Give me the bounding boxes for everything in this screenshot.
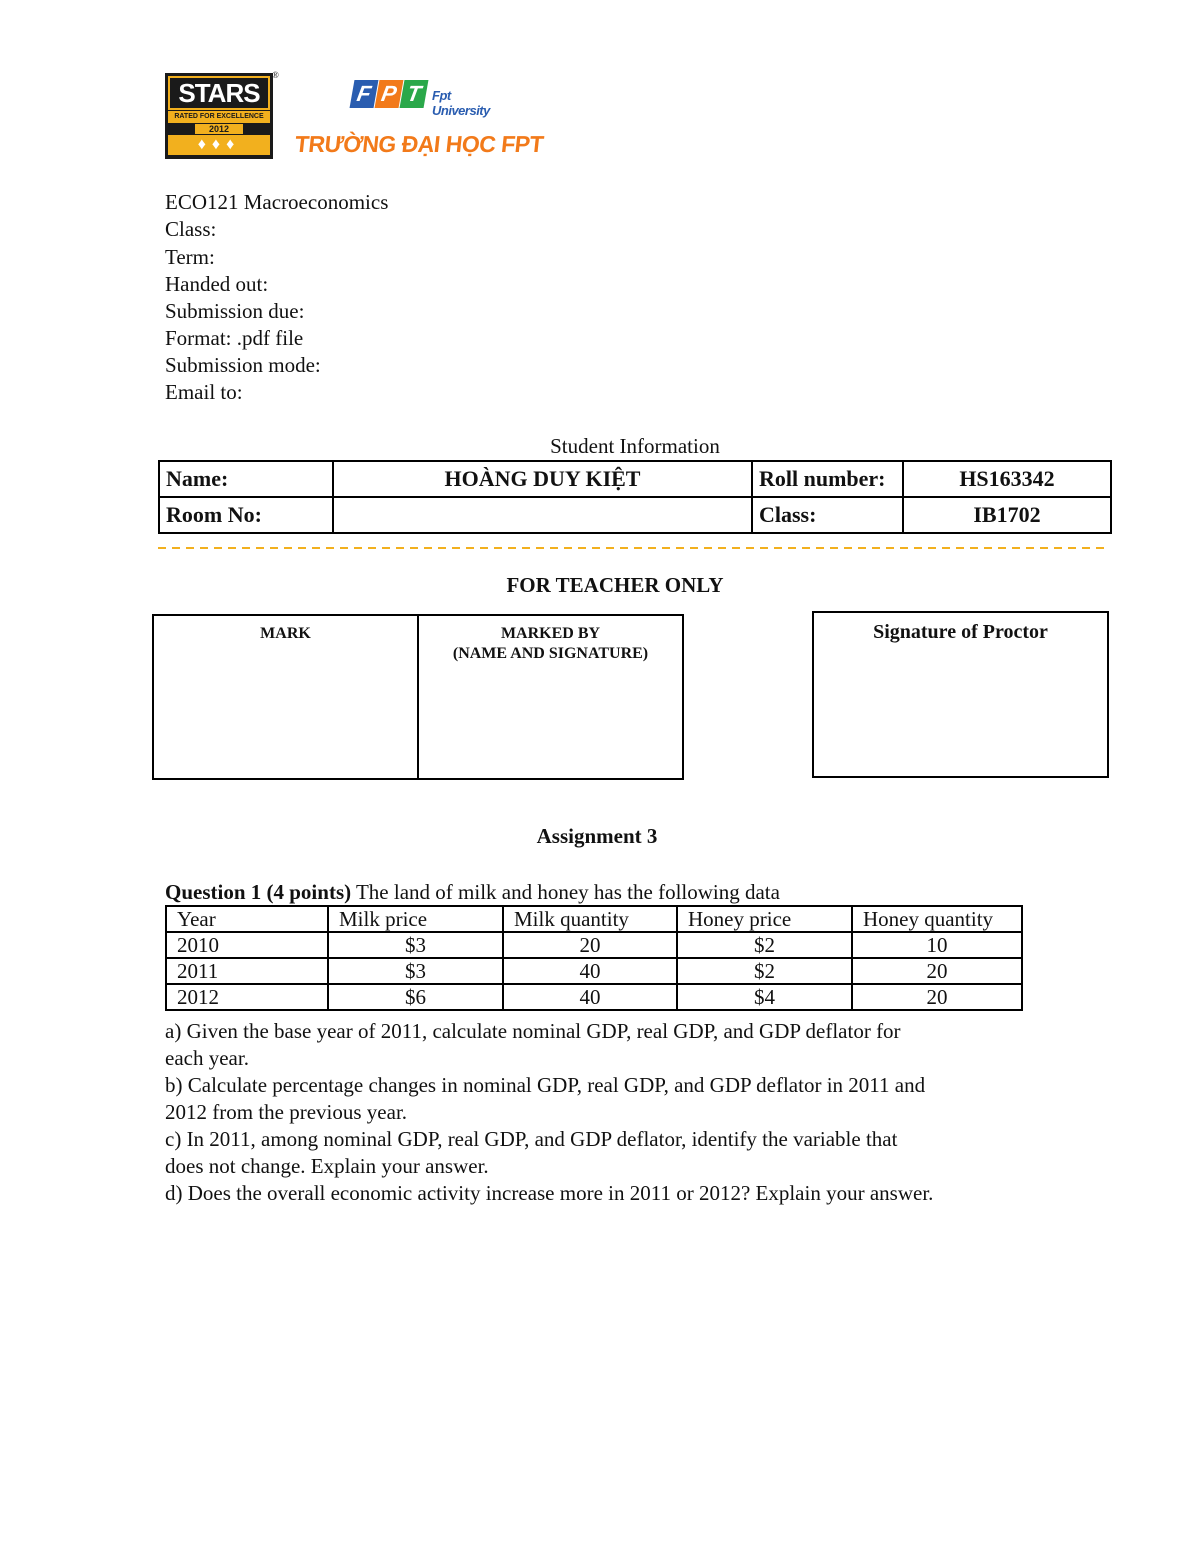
fpt-university-text: Fpt University <box>432 88 490 118</box>
proctor-signature-box <box>812 611 1109 778</box>
question-line: d) Does the overall economic activity increase more in 2011 or 2012? Explain your answer. <box>165 1181 934 1205</box>
room-value <box>333 497 752 533</box>
table-row <box>166 958 1022 984</box>
fpt-letter-t: T <box>400 80 429 108</box>
question-1-text: The land of milk and honey has the following data <box>351 880 780 904</box>
table-cell: 20 <box>852 984 1022 1010</box>
assignment-title: Assignment 3 <box>536 824 658 848</box>
stars-logo-year: 2012 <box>195 124 243 134</box>
question-line: c) In 2011, among nominal GDP, real GDP, and GDP deflator, identify the variable that <box>165 1127 898 1151</box>
table-cell: $3 <box>328 958 503 984</box>
table-cell: 20 <box>503 932 677 958</box>
teacher-only-title: FOR TEACHER ONLY <box>506 573 724 597</box>
proctor-signature-label: Signature of Proctor <box>873 621 1048 643</box>
table-cell: 20 <box>852 958 1022 984</box>
email-to-line: Email to: <box>165 380 243 404</box>
name-signature-label: (NAME AND SIGNATURE) <box>452 645 649 662</box>
roll-number-label: Roll number: <box>752 461 903 497</box>
mark-table <box>152 614 684 780</box>
table-cell: 10 <box>852 932 1022 958</box>
header-cell: Milk quantity <box>503 906 677 932</box>
table-row <box>166 932 1022 958</box>
stars-logo-tagline: RATED FOR EXCELLENCE <box>168 111 270 123</box>
term-line: Term: <box>165 245 215 269</box>
question-1-heading <box>165 879 1045 906</box>
room-label: Room No: <box>159 497 333 533</box>
registered-icon: ® <box>272 70 279 80</box>
mark-cell <box>153 615 418 779</box>
table-cell: $6 <box>328 984 503 1010</box>
question-1-label: Question 1 (4 points) <box>165 880 352 904</box>
table-cell: 2010 <box>166 932 328 958</box>
table-cell: $2 <box>677 958 852 984</box>
student-info-table <box>158 460 1112 534</box>
student-info-title: Student Information <box>550 434 720 458</box>
table-cell: $2 <box>677 932 852 958</box>
marked-by-label: MARKED BY <box>500 625 601 642</box>
table-cell: $3 <box>328 932 503 958</box>
class-label: Class: <box>752 497 903 533</box>
submission-due-line: Submission due: <box>165 299 305 323</box>
marked-by-cell <box>418 615 683 779</box>
question-line: does not change. Explain your answer. <box>165 1154 489 1178</box>
question-line: b) Calculate percentage changes in nominal GDP, real GDP, and GDP deflator in 2011 and <box>165 1073 926 1097</box>
header-cell: Year <box>166 906 328 932</box>
fpt-letter-f: F <box>350 80 379 108</box>
roll-number-value: HS163342 <box>903 461 1111 497</box>
fpt-logo <box>352 80 492 116</box>
submission-mode-line: Submission mode: <box>165 353 321 377</box>
stars-logo-text: STARS <box>168 76 270 110</box>
table-cell: 40 <box>503 984 677 1010</box>
name-label: Name: <box>159 461 333 497</box>
table-header-row <box>166 906 1022 932</box>
mark-label: MARK <box>260 625 311 642</box>
name-value: HOÀNG DUY KIỆT <box>333 461 752 497</box>
class-value: IB1702 <box>903 497 1111 533</box>
table-cell: $4 <box>677 984 852 1010</box>
course-title: ECO121 Macroeconomics <box>165 190 389 214</box>
stars-rating-icon: ♦♦♦ <box>168 135 270 155</box>
stars-logo <box>165 73 273 159</box>
class-line: Class: <box>165 217 217 241</box>
table-cell: 2011 <box>166 958 328 984</box>
table-cell: 2012 <box>166 984 328 1010</box>
school-name: TRƯỜNG ĐẠI HỌC FPT <box>293 131 545 157</box>
table-cell: 40 <box>503 958 677 984</box>
header-cell: Honey quantity <box>852 906 1022 932</box>
data-table <box>165 905 1023 1011</box>
format-line: Format: .pdf file <box>165 326 304 350</box>
table-row <box>166 984 1022 1010</box>
question-line: 2012 from the previous year. <box>165 1100 408 1124</box>
fpt-letter-p: P <box>375 80 404 108</box>
header-cell: Honey price <box>677 906 852 932</box>
handed-out-line: Handed out: <box>165 272 269 296</box>
question-line: a) Given the base year of 2011, calculate nominal GDP, real GDP, and GDP deflator for <box>165 1019 901 1043</box>
dotted-divider <box>158 543 1110 553</box>
header-cell: Milk price <box>328 906 503 932</box>
question-line: each year. <box>165 1046 249 1070</box>
